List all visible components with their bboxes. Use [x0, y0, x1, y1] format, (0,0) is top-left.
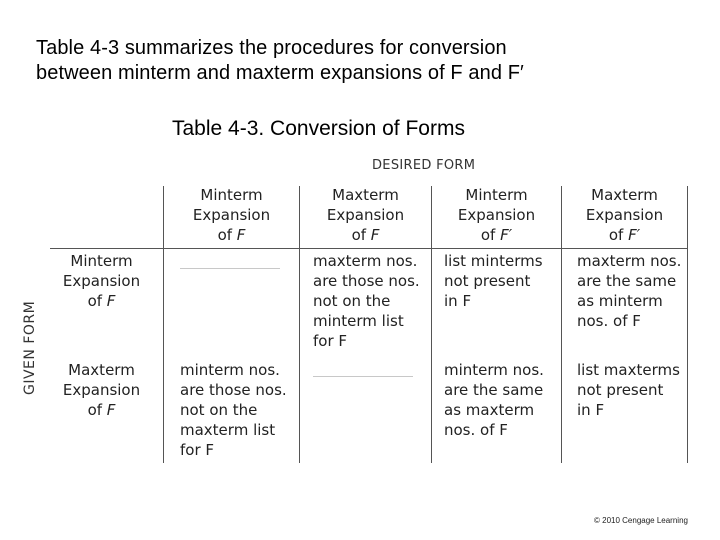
grid-line-vertical-5: [687, 186, 688, 463]
row-header-maxterm-f: Maxterm Expansion of F: [62, 361, 141, 419]
desired-form-label: DESIRED FORM: [372, 158, 476, 173]
intro-line-2: between minterm and maxterm expansions of F and F′: [36, 62, 524, 84]
column-header-minterm-f-prime: Minterm Expansion of F′: [457, 186, 536, 244]
table-title: Table 4-3. Conversion of Forms: [172, 117, 465, 140]
copyright-notice: © 2010 Cengage Learning: [594, 516, 688, 525]
column-header-maxterm-f-prime: Maxterm Expansion of F′: [585, 186, 664, 244]
cell-maxterm-to-minterm-f-prime: minterm nos. are the same as maxterm nos. of F: [444, 361, 544, 439]
intro-line-1: Table 4-3 summarizes the procedures for conversion: [36, 37, 507, 59]
given-form-label: GIVEN FORM: [22, 300, 38, 395]
empty-cell-rule-1: [180, 268, 280, 269]
cell-minterm-to-maxterm-f: maxterm nos. are those nos. not on the minterm list for F: [313, 252, 420, 350]
cell-maxterm-to-minterm-f: minterm nos. are those nos. not on the maxterm list for F: [180, 361, 287, 459]
intro-paragraph: [36, 36, 706, 86]
column-header-maxterm-f: Maxterm Expansion of F: [326, 186, 405, 244]
column-header-minterm-f: Minterm Expansion of F: [192, 186, 271, 244]
empty-cell-rule-2: [313, 376, 413, 377]
cell-minterm-to-maxterm-f-prime: maxterm nos. are the same as minterm nos. of F: [577, 252, 682, 330]
cell-minterm-to-minterm-f-prime: list minterms not present in F: [444, 252, 543, 310]
row-header-minterm-f: Minterm Expansion of F: [62, 252, 141, 310]
cell-maxterm-to-maxterm-f-prime: list maxterms not present in F: [577, 361, 680, 419]
grid-line-horizontal-header: [50, 248, 688, 249]
